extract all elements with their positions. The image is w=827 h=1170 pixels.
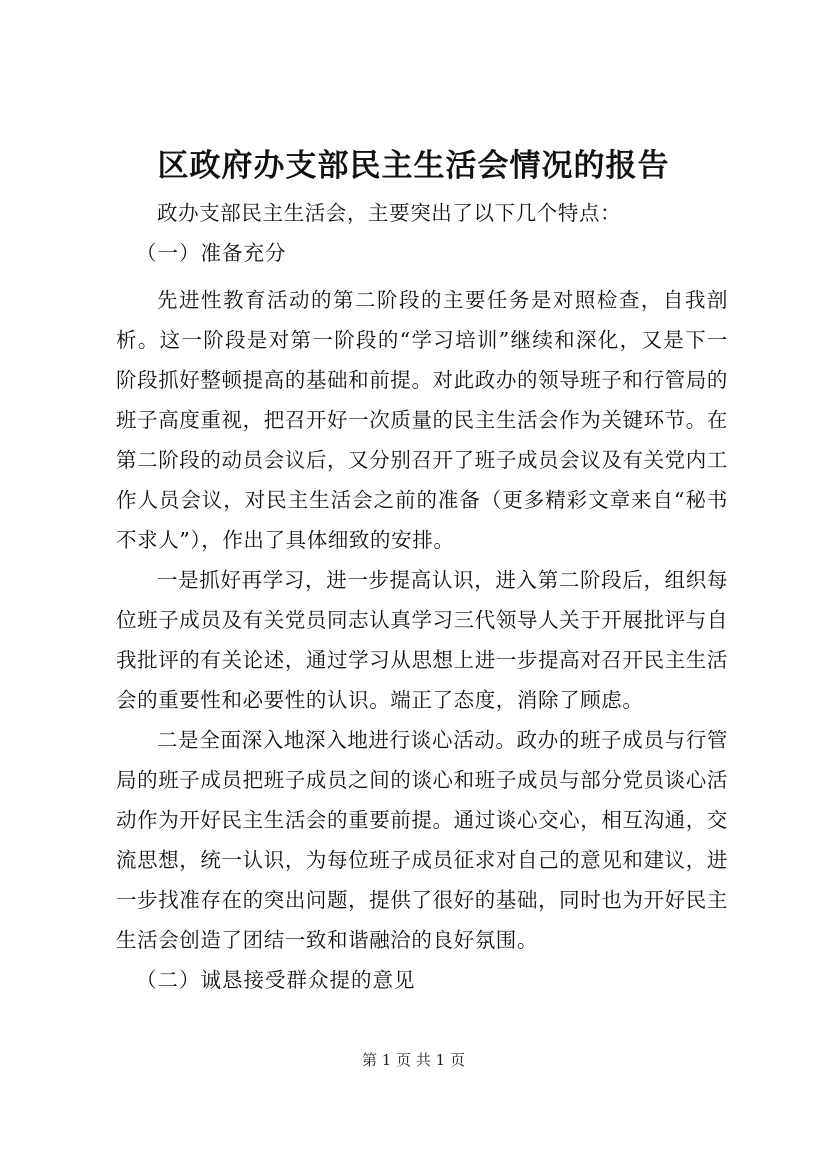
body-paragraph-2: 一是抓好再学习，进一步提高认识，进入第二阶段后，组织每位班子成员及有关党员同志认真学习三代领导人关于开展批评与自我批评的有关论述，通过学习从思想上进一步提高对召开民主生活会的重要性和必要性的认识。端正了态度，消除了顾虑。 [116, 568, 728, 712]
document-title: 区政府办支部民主生活会情况的报告 [157, 148, 670, 184]
intro-paragraph: 政办支部民主生活会，主要突出了以下几个特点： [157, 201, 622, 225]
page-number-footer: 第 1 页 共 1 页 [362, 1051, 465, 1069]
section-heading-1: （一）准备充分 [136, 241, 287, 265]
document-body [116, 193, 728, 1000]
body-paragraph-3: 二是全面深入地深入地进行谈心活动。政办的班子成员与行管局的班子成员把班子成员之间的谈心和班子成员与部分党员谈心活动作为开好民主生活会的重要前提。通过谈心交心，相互沟通，交流思想，统一认识，为每位班子成员征求对自己的意见和建议，进一步找准存在的突出问题，提供了很好的基础，同时也为开好民主生活会创造了团结一致和谐融洽的良好氛围。 [116, 728, 728, 952]
section-heading-2: （二）诚恳接受群众提的意见 [136, 968, 416, 992]
body-paragraph-1: 先进性教育活动的第二阶段的主要任务是对照检查，自我剖析。这一阶段是对第一阶段的“学习培训”继续和深化，又是下一阶段抓好整顿提高的基础和前提。对此政办的领导班子和行管局的班子高度重视，把召开好一次质量的民主生活会作为关键环节。在第二阶段的动员会议后，又分别召开了班子成员会议及有关党内工作人员会议，对民主生活会之前的准备（更多精彩文章来自“秘书不求人”），作出了具体细致的安排。 [116, 288, 728, 552]
